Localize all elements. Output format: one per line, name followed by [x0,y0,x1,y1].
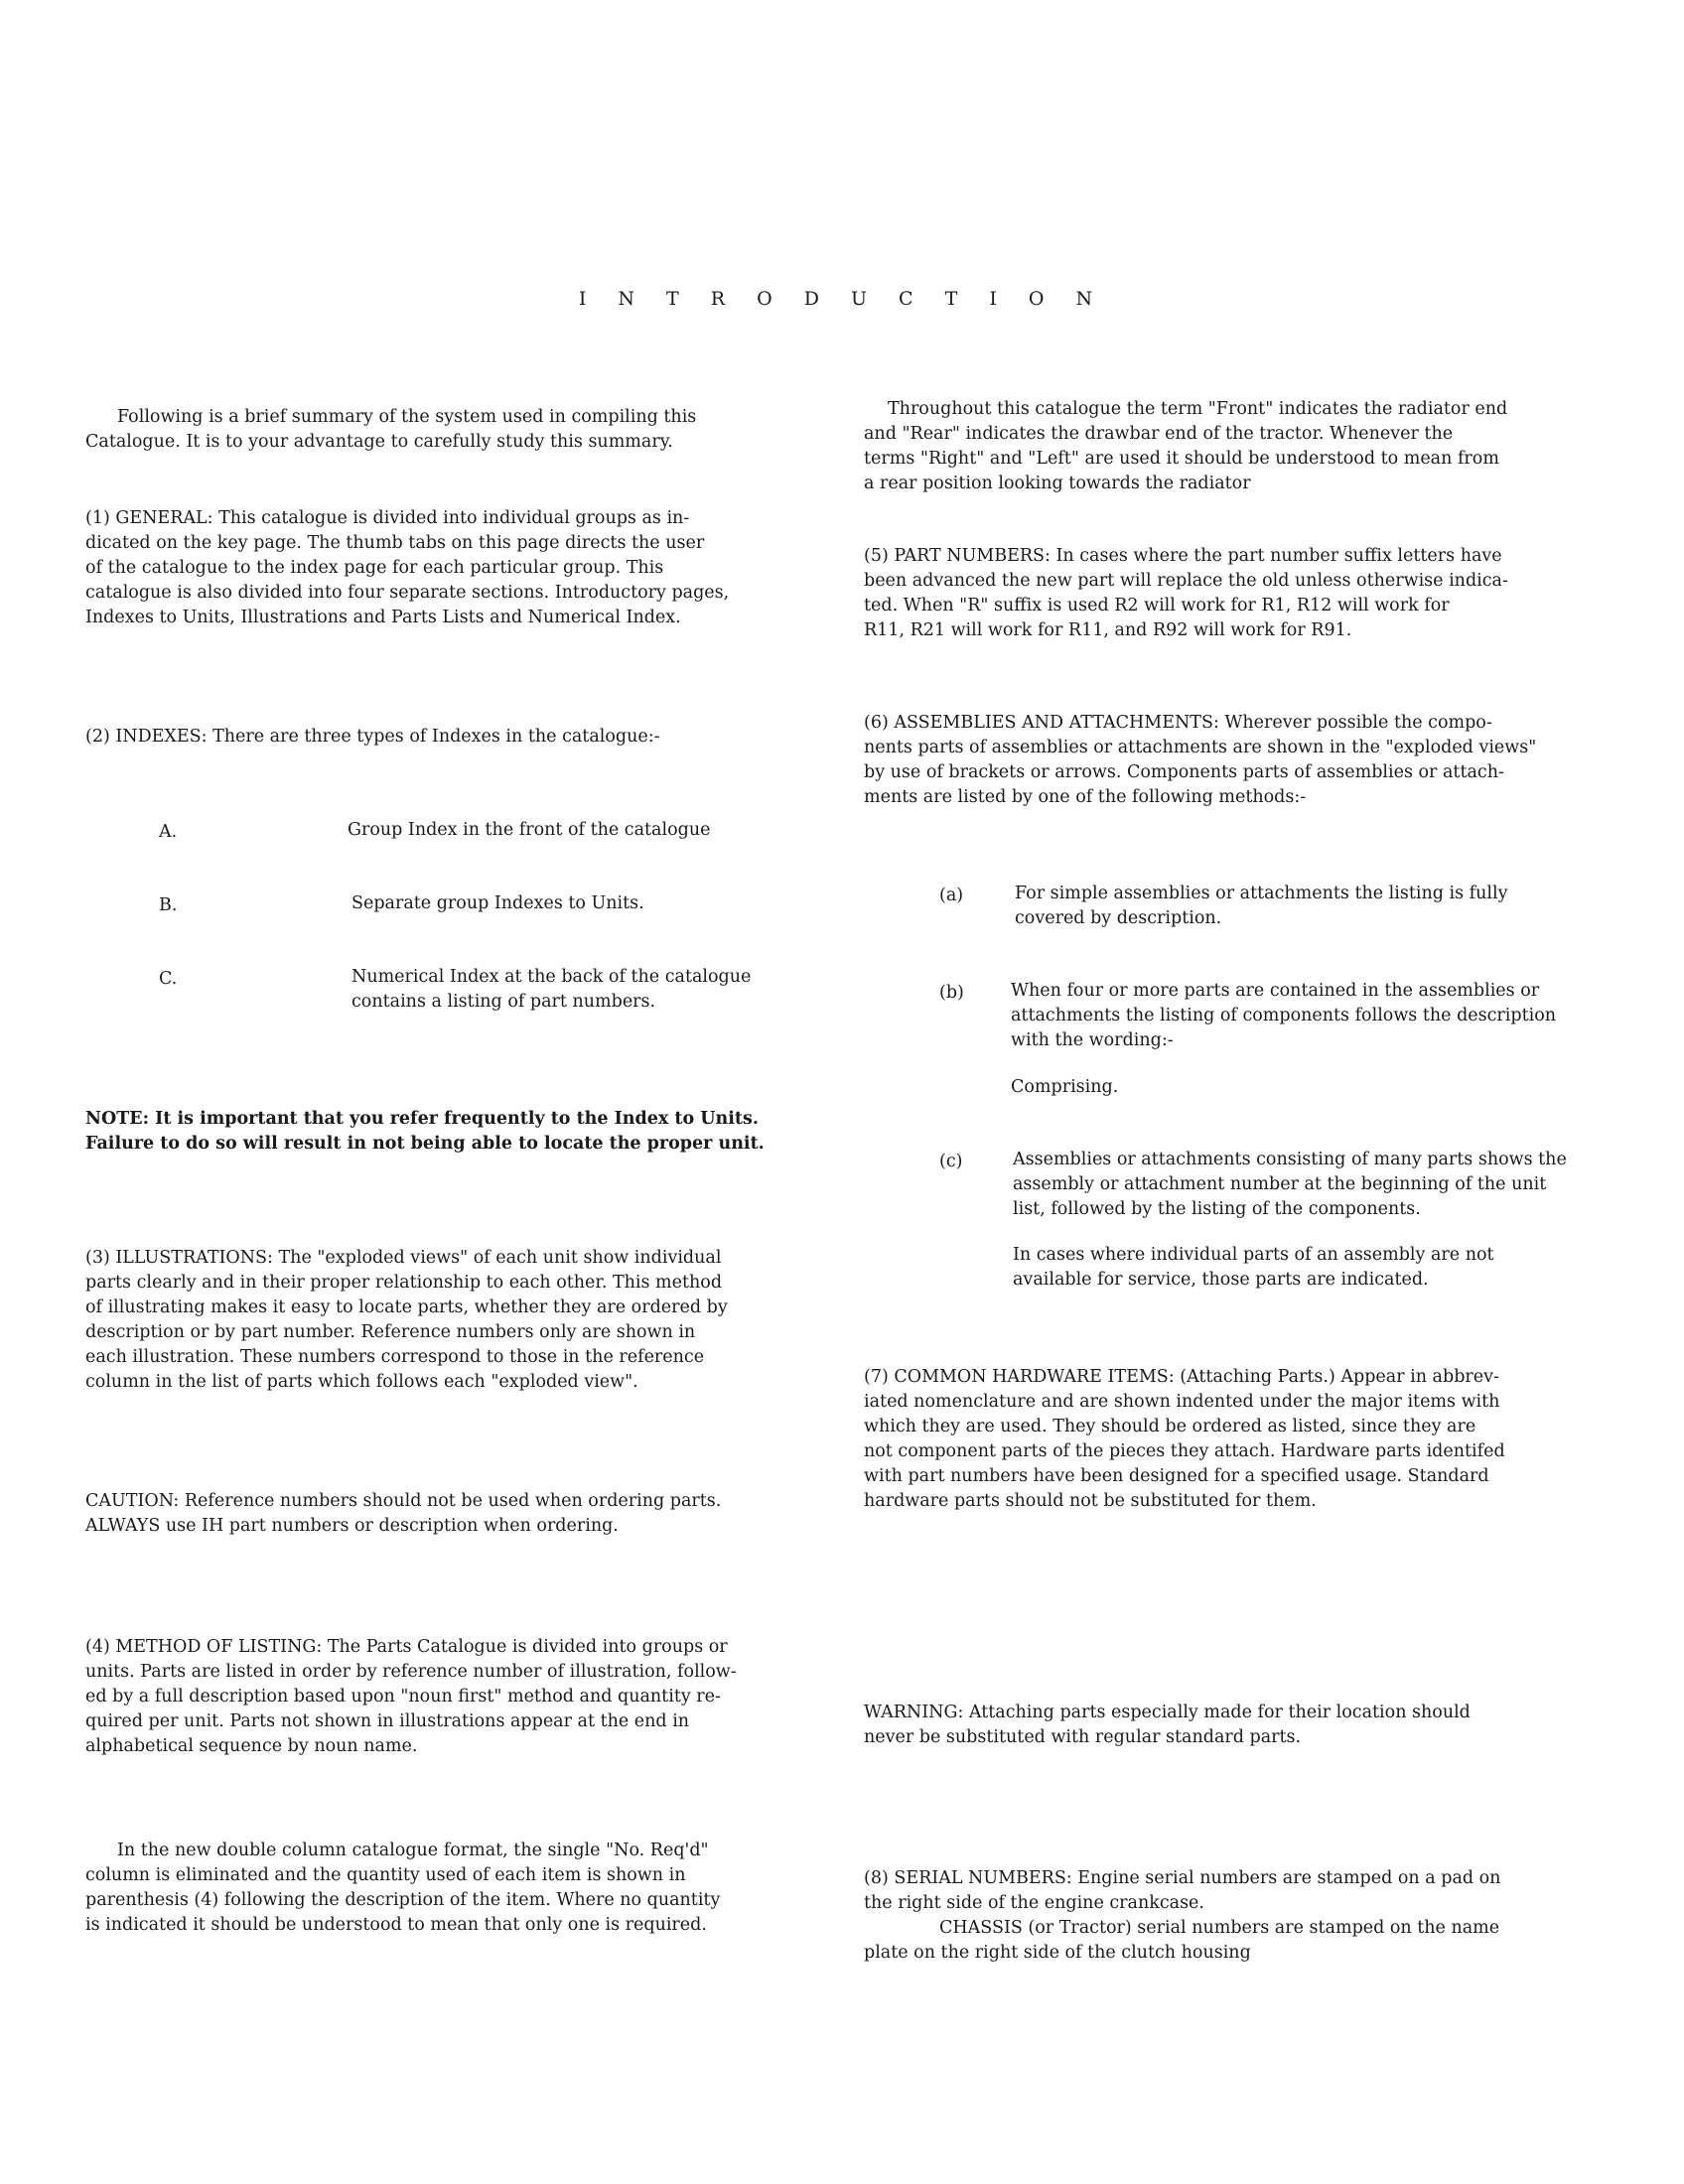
method-item-note: In cases where individual parts of an assembly are not available for service, those parts are indicated. [1013,1245,1494,1290]
intro-paragraph: Following is a brief summary of the system used in compiling this Catalogue. It is to your advantage to carefully study this summary. [85,407,697,452]
method-item-marker: (a) [939,886,964,905]
index-item-text: Separate group Indexes to Units. [351,893,644,913]
note-paragraph: NOTE: It is important that you refer frequently to the Index to Units. Failure to do so will result in not being able to locate the proper unit. [85,1109,765,1154]
warning-paragraph: WARNING: Attaching parts especially made for their location should never be substituted with regular standard parts. [864,1703,1471,1747]
method-item-note: Comprising. [1011,1077,1119,1097]
index-item-text: Numerical Index at the back of the catalogue contains a listing of part numbers. [351,967,752,1012]
method-item-marker: (b) [939,983,964,1003]
assemblies-paragraph: (6) ASSEMBLIES AND ATTACHMENTS: Wherever possible the compo- nents parts of assemblies or attachments are shown in the "exploded views" by use of brackets or arrows. Components parts of assemblies or attach- ments are listed by one of the following methods:- [864,713,1537,807]
indexes-paragraph: (2) INDEXES: There are three types of Indexes in the catalogue:- [85,727,660,747]
page-title: I N T R O D U C T I O N [578,288,1106,310]
method-item-marker: (c) [939,1152,963,1171]
index-item-text: Group Index in the front of the catalogue [348,820,711,840]
index-item-marker: B. [159,895,178,915]
method-item-text: For simple assemblies or attachments the listing is fully covered by description. [1015,884,1508,928]
hardware-paragraph: (7) COMMON HARDWARE ITEMS: (Attaching Parts.) Appear in abbrev- iated nomenclature and are shown indented under the major items with which they are used. They should be ordered as listed, since they are not component parts of the pieces they attach. Hardware parts identifed with part numbers have been designed for a specified usage. Standard hardware parts should not be substituted for them. [864,1367,1505,1511]
part-numbers-paragraph: (5) PART NUMBERS: In cases where the part number suffix letters have been advanced the new part will replace the old unless otherwise indica- ted. When "R" suffix is used R2 will work for R1, R12 will work for R11, R21 will work for R11, and R92 will work for R91. [864,546,1508,640]
illustrations-paragraph: (3) ILLUSTRATIONS: The "exploded views" of each unit show individual parts clearly and in their proper relationship to each other. This method of illustrating makes it easy to locate parts, whether they are ordered by description or by part number. Reference numbers only are shown in each illustration. These numbers correspond to those in the reference column in the list of parts which follows each "exploded view". [85,1248,728,1392]
method-item-text: Assemblies or attachments consisting of many parts shows the assembly or attachment number at the beginning of the unit list, followed by the listing of the components. [1013,1150,1567,1219]
index-item-marker: A. [159,822,178,842]
caution-paragraph: CAUTION: Reference numbers should not be used when ordering parts. ALWAYS use IH part numbers or description when ordering. [85,1491,722,1536]
chassis-paragraph: CHASSIS (or Tractor) serial numbers are stamped on the name plate on the right side of the clutch housing [864,1918,1500,1963]
front-rear-paragraph: Throughout this catalogue the term "Front" indicates the radiator end and "Rear" indicates the drawbar end of the tractor. Whenever the terms "Right" and "Left" are used it should be understood to mean from a rear position looking towards the radiator [864,399,1508,493]
general-paragraph: (1) GENERAL: This catalogue is divided into individual groups as in- dicated on the key page. The thumb tabs on this page directs the user of the catalogue to the index page for each particular group. This catalogue is also divided into four separate sections. Introductory pages, Indexes to Units, Illustrations and Parts Lists and Numerical Index. [85,508,730,627]
serial-numbers-paragraph: (8) SERIAL NUMBERS: Engine serial numbers are stamped on a pad on the right side of the engine crankcase. [864,1868,1501,1913]
method-item-text: When four or more parts are contained in the assemblies or attachments the listing of components follows the description with the wording:- [1011,981,1557,1050]
method-of-listing-paragraph: (4) METHOD OF LISTING: The Parts Catalogue is divided into groups or units. Parts are listed in order by reference number of illustration, follow- ed by a full description based upon "noun first" method and quantity re- quired per unit. Parts not shown in illustrations appear at the end in alphabetical sequence by noun name. [85,1637,737,1756]
index-item-marker: C. [159,969,178,989]
double-column-paragraph: In the new double column catalogue format, the single "No. Req'd" column is eliminated and the quantity used of each item is shown in parenthesis (4) following the description of the item. Where no quantity is indicated it should be understood to mean that only one is required. [85,1841,721,1935]
